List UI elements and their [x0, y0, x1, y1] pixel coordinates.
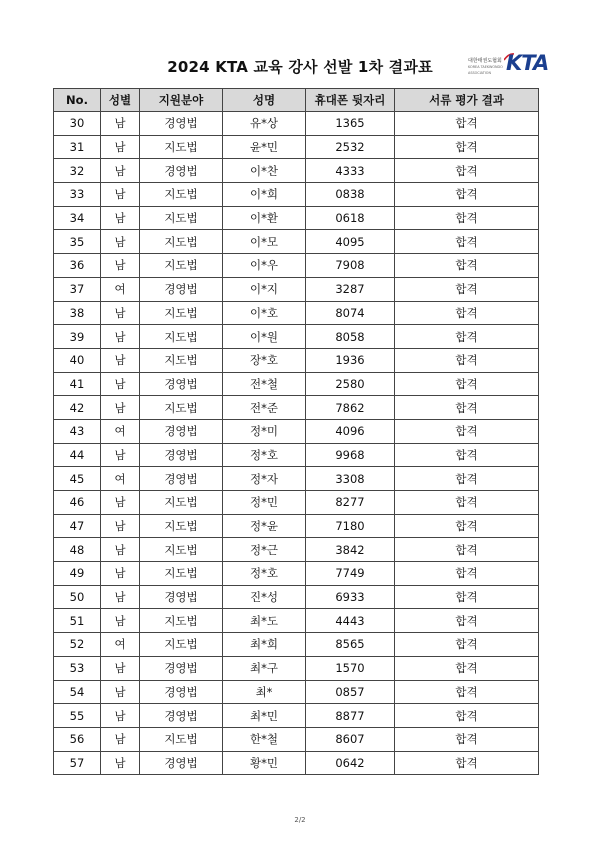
cell-name: 윤*민 [223, 135, 306, 159]
cell-name: 최*민 [223, 704, 306, 728]
cell-result: 합격 [395, 585, 539, 609]
header-field: 지원분야 [140, 89, 223, 112]
cell-name: 유*상 [223, 112, 306, 136]
cell-field: 지도법 [140, 514, 223, 538]
kta-logo [468, 50, 548, 76]
cell-result: 합격 [395, 467, 539, 491]
cell-result: 합격 [395, 112, 539, 136]
table-row [54, 656, 539, 680]
cell-gender: 여 [101, 419, 140, 443]
cell-name: 이*원 [223, 325, 306, 349]
cell-no: 53 [54, 656, 101, 680]
table-row [54, 419, 539, 443]
cell-no: 52 [54, 633, 101, 657]
cell-name: 전*준 [223, 396, 306, 420]
cell-name: 황*민 [223, 751, 306, 775]
cell-result: 합격 [395, 230, 539, 254]
cell-phone: 0642 [306, 751, 395, 775]
cell-phone: 7180 [306, 514, 395, 538]
cell-field: 경영법 [140, 656, 223, 680]
cell-name: 최*도 [223, 609, 306, 633]
cell-no: 39 [54, 325, 101, 349]
cell-phone: 1570 [306, 656, 395, 680]
cell-no: 56 [54, 727, 101, 751]
cell-name: 이*모 [223, 230, 306, 254]
cell-name: 정*자 [223, 467, 306, 491]
cell-phone: 9968 [306, 443, 395, 467]
cell-result: 합격 [395, 372, 539, 396]
table-row [54, 514, 539, 538]
cell-phone: 1365 [306, 112, 395, 136]
cell-field: 지도법 [140, 396, 223, 420]
table-row [54, 112, 539, 136]
cell-gender: 남 [101, 562, 140, 586]
header-name: 성명 [223, 89, 306, 112]
cell-phone: 2580 [306, 372, 395, 396]
cell-gender: 남 [101, 656, 140, 680]
cell-no: 30 [54, 112, 101, 136]
cell-no: 37 [54, 277, 101, 301]
cell-name: 최*희 [223, 633, 306, 657]
cell-field: 경영법 [140, 443, 223, 467]
cell-result: 합격 [395, 206, 539, 230]
table-row [54, 467, 539, 491]
cell-result: 합격 [395, 609, 539, 633]
cell-name: 정*근 [223, 538, 306, 562]
cell-field: 경영법 [140, 585, 223, 609]
header-no: No. [54, 89, 101, 112]
cell-name: 정*호 [223, 562, 306, 586]
cell-result: 합격 [395, 419, 539, 443]
cell-phone: 6933 [306, 585, 395, 609]
cell-no: 33 [54, 183, 101, 207]
cell-field: 지도법 [140, 562, 223, 586]
cell-name: 이*우 [223, 254, 306, 278]
cell-field: 지도법 [140, 254, 223, 278]
cell-name: 이*찬 [223, 159, 306, 183]
cell-gender: 남 [101, 704, 140, 728]
cell-gender: 남 [101, 301, 140, 325]
table-row [54, 183, 539, 207]
cell-gender: 남 [101, 396, 140, 420]
table-row [54, 230, 539, 254]
cell-result: 합격 [395, 348, 539, 372]
header-phone: 휴대폰 뒷자리 [306, 89, 395, 112]
table-row [54, 751, 539, 775]
cell-phone: 8277 [306, 491, 395, 515]
cell-no: 38 [54, 301, 101, 325]
cell-name: 최* [223, 680, 306, 704]
table-row [54, 135, 539, 159]
cell-gender: 남 [101, 514, 140, 538]
cell-phone: 3308 [306, 467, 395, 491]
cell-gender: 남 [101, 254, 140, 278]
table-row [54, 325, 539, 349]
table-header-row [54, 89, 539, 112]
cell-no: 36 [54, 254, 101, 278]
table-row [54, 491, 539, 515]
cell-no: 51 [54, 609, 101, 633]
cell-field: 경영법 [140, 159, 223, 183]
cell-result: 합격 [395, 680, 539, 704]
cell-phone: 7749 [306, 562, 395, 586]
cell-result: 합격 [395, 562, 539, 586]
cell-field: 지도법 [140, 230, 223, 254]
cell-no: 41 [54, 372, 101, 396]
cell-result: 합격 [395, 277, 539, 301]
cell-name: 진*성 [223, 585, 306, 609]
cell-result: 합격 [395, 135, 539, 159]
cell-field: 경영법 [140, 751, 223, 775]
cell-phone: 0618 [306, 206, 395, 230]
table-row [54, 562, 539, 586]
cell-field: 지도법 [140, 538, 223, 562]
cell-no: 46 [54, 491, 101, 515]
header-gender: 성별 [101, 89, 140, 112]
cell-name: 정*윤 [223, 514, 306, 538]
table-row [54, 443, 539, 467]
table-row [54, 727, 539, 751]
table-row [54, 254, 539, 278]
cell-gender: 남 [101, 491, 140, 515]
table-row [54, 585, 539, 609]
cell-field: 지도법 [140, 348, 223, 372]
table-row [54, 396, 539, 420]
results-table [53, 88, 539, 775]
cell-gender: 남 [101, 135, 140, 159]
cell-gender: 여 [101, 633, 140, 657]
cell-no: 43 [54, 419, 101, 443]
table-row [54, 348, 539, 372]
cell-phone: 8607 [306, 727, 395, 751]
cell-gender: 남 [101, 230, 140, 254]
cell-phone: 4333 [306, 159, 395, 183]
table-row [54, 206, 539, 230]
cell-no: 48 [54, 538, 101, 562]
logo-subtext [468, 58, 508, 76]
cell-field: 경영법 [140, 419, 223, 443]
cell-gender: 남 [101, 325, 140, 349]
cell-no: 42 [54, 396, 101, 420]
cell-phone: 0857 [306, 680, 395, 704]
cell-no: 40 [54, 348, 101, 372]
cell-field: 지도법 [140, 609, 223, 633]
cell-no: 35 [54, 230, 101, 254]
cell-phone: 8074 [306, 301, 395, 325]
cell-gender: 남 [101, 609, 140, 633]
cell-phone: 1936 [306, 348, 395, 372]
cell-result: 합격 [395, 443, 539, 467]
table-row [54, 680, 539, 704]
cell-gender: 남 [101, 751, 140, 775]
cell-field: 지도법 [140, 491, 223, 515]
cell-gender: 여 [101, 467, 140, 491]
cell-phone: 0838 [306, 183, 395, 207]
cell-result: 합격 [395, 325, 539, 349]
cell-result: 합격 [395, 751, 539, 775]
page-title: 2024 KTA 교육 강사 선발 1차 결과표 [167, 58, 433, 76]
cell-name: 이*환 [223, 206, 306, 230]
cell-phone: 8058 [306, 325, 395, 349]
table-row [54, 609, 539, 633]
cell-name: 이*호 [223, 301, 306, 325]
cell-result: 합격 [395, 183, 539, 207]
cell-field: 경영법 [140, 704, 223, 728]
cell-phone: 4443 [306, 609, 395, 633]
table-row [54, 159, 539, 183]
cell-name: 이*지 [223, 277, 306, 301]
cell-gender: 남 [101, 585, 140, 609]
cell-name: 한*철 [223, 727, 306, 751]
page-number: 2/2 [294, 816, 306, 824]
cell-result: 합격 [395, 704, 539, 728]
cell-field: 지도법 [140, 206, 223, 230]
cell-field: 지도법 [140, 301, 223, 325]
cell-phone: 3287 [306, 277, 395, 301]
cell-no: 45 [54, 467, 101, 491]
table-row [54, 704, 539, 728]
cell-field: 지도법 [140, 325, 223, 349]
cell-phone: 4095 [306, 230, 395, 254]
cell-gender: 남 [101, 443, 140, 467]
cell-result: 합격 [395, 514, 539, 538]
cell-no: 44 [54, 443, 101, 467]
cell-name: 정*민 [223, 491, 306, 515]
cell-name: 이*희 [223, 183, 306, 207]
logo-english-name: KOREA TAEKWONDO ASSOCIATION [468, 65, 503, 75]
cell-field: 경영법 [140, 277, 223, 301]
logo-korean-name: 대한태권도협회 [468, 58, 502, 64]
cell-phone: 3842 [306, 538, 395, 562]
cell-name: 정*호 [223, 443, 306, 467]
cell-phone: 4096 [306, 419, 395, 443]
cell-result: 합격 [395, 538, 539, 562]
cell-field: 지도법 [140, 183, 223, 207]
cell-field: 경영법 [140, 112, 223, 136]
cell-field: 지도법 [140, 727, 223, 751]
table-row [54, 633, 539, 657]
cell-no: 55 [54, 704, 101, 728]
cell-name: 전*철 [223, 372, 306, 396]
cell-no: 49 [54, 562, 101, 586]
cell-no: 31 [54, 135, 101, 159]
cell-result: 합격 [395, 301, 539, 325]
cell-phone: 2532 [306, 135, 395, 159]
cell-result: 합격 [395, 633, 539, 657]
table-row [54, 301, 539, 325]
cell-no: 57 [54, 751, 101, 775]
cell-no: 47 [54, 514, 101, 538]
cell-no: 50 [54, 585, 101, 609]
cell-field: 경영법 [140, 680, 223, 704]
cell-phone: 7862 [306, 396, 395, 420]
cell-phone: 7908 [306, 254, 395, 278]
cell-result: 합격 [395, 159, 539, 183]
cell-gender: 남 [101, 159, 140, 183]
cell-phone: 8565 [306, 633, 395, 657]
cell-phone: 8877 [306, 704, 395, 728]
cell-gender: 남 [101, 348, 140, 372]
table-row [54, 372, 539, 396]
table-row [54, 538, 539, 562]
cell-no: 34 [54, 206, 101, 230]
cell-field: 경영법 [140, 372, 223, 396]
cell-gender: 남 [101, 112, 140, 136]
table-body [54, 112, 539, 775]
cell-gender: 남 [101, 727, 140, 751]
cell-gender: 남 [101, 183, 140, 207]
cell-result: 합격 [395, 396, 539, 420]
logo-brand-text: KTA [506, 51, 549, 75]
cell-name: 정*미 [223, 419, 306, 443]
cell-result: 합격 [395, 254, 539, 278]
cell-name: 장*호 [223, 348, 306, 372]
cell-field: 경영법 [140, 467, 223, 491]
cell-result: 합격 [395, 727, 539, 751]
cell-result: 합격 [395, 491, 539, 515]
table-row [54, 277, 539, 301]
cell-result: 합격 [395, 656, 539, 680]
cell-field: 지도법 [140, 135, 223, 159]
cell-gender: 여 [101, 277, 140, 301]
cell-gender: 남 [101, 680, 140, 704]
cell-name: 최*구 [223, 656, 306, 680]
cell-gender: 남 [101, 206, 140, 230]
cell-field: 지도법 [140, 633, 223, 657]
cell-no: 32 [54, 159, 101, 183]
cell-gender: 남 [101, 372, 140, 396]
header-result: 서류 평가 결과 [395, 89, 539, 112]
cell-no: 54 [54, 680, 101, 704]
cell-gender: 남 [101, 538, 140, 562]
